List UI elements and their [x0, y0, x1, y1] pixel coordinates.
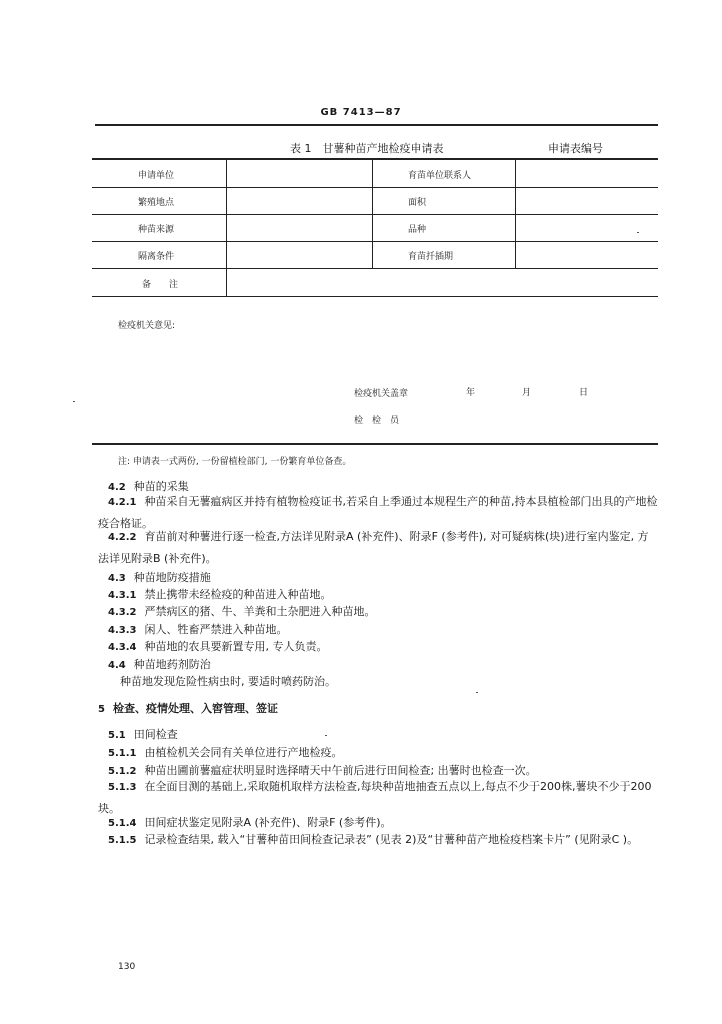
table-caption: 表 1 甘薯种苗产地检疫申请表: [290, 142, 444, 155]
table-cell-label: 繁殖地点: [138, 198, 175, 208]
table-row-rule: [92, 268, 658, 269]
section-text: 育苗前对种薯进行逐一检查,方法详见附录A (补充件)、附录F (参考件), 对可疑病株(块)进行室内鉴定, 方法详见附录B (补充件)。: [98, 530, 649, 565]
table-cell-label: 育苗单位联系人: [408, 171, 472, 181]
table-row-rule: [92, 214, 658, 215]
section-text: 种苗地防疫措施: [133, 571, 211, 584]
section-text: 禁止携带未经检疫的种苗进入种苗地。: [144, 588, 332, 601]
section-text: 田间检查: [133, 728, 178, 741]
section-text: 种苗地的农具要新置专用, 专人负责。: [144, 640, 328, 653]
paragraph: [98, 776, 658, 819]
table-col-divider: [226, 158, 227, 296]
chapter-heading: [98, 701, 278, 717]
section-text: 种苗地发现危险性病虫时, 要适时喷药防治。: [120, 675, 336, 688]
page-number: 130: [118, 962, 136, 972]
section-number: 4.3.2: [108, 607, 137, 618]
list-item: [108, 745, 342, 761]
section-text: 种苗采自无薯瘟病区并持有植物检疫证书,若采自上季通过本规程生产的种苗,持本县植检部门出具的产地检疫合格证。: [98, 495, 658, 530]
section-number: 4.2.1: [108, 497, 137, 508]
table-cell-label: 申请单位: [138, 171, 175, 181]
section-number: 5.1.5: [108, 835, 137, 846]
opinion-label: 检疫机关意见:: [118, 321, 176, 331]
scan-speck: [637, 232, 639, 233]
section-number: 4.2.2: [108, 532, 137, 543]
list-item: [108, 587, 331, 603]
paragraph: [98, 526, 658, 569]
section-heading: [108, 570, 211, 586]
list-item: [108, 622, 287, 638]
header-rule: [95, 124, 658, 126]
table-cell-label: 隔离条件: [138, 252, 175, 262]
section-number: 5.1.3: [108, 782, 137, 793]
table-row-rule: [92, 241, 658, 242]
table-cell-label: 品种: [408, 225, 427, 235]
section-number: 5.1.1: [108, 748, 137, 759]
section-number: 4.4: [108, 660, 126, 671]
section-text: 田间症状鉴定见附录A (补充件)、附录F (参考件)。: [144, 816, 392, 829]
paragraph: [98, 829, 658, 851]
table-cell-label: 面积: [408, 198, 427, 208]
section-number: 5.1.2: [108, 766, 137, 777]
year-label: 年: [466, 388, 476, 398]
list-item: [108, 604, 375, 620]
seal-label: 检疫机关盖章: [354, 389, 409, 399]
table-col-divider: [515, 158, 516, 268]
table-number-label: 申请表编号: [548, 142, 603, 155]
section-number: 4.3: [108, 573, 126, 584]
section-text: 种苗地药剂防治: [133, 658, 211, 671]
table-note: 注: 申请表一式两份, 一份留植检部门, 一份繁育单位备查。: [118, 457, 352, 467]
section-number: 4.3.4: [108, 642, 137, 653]
scan-speck: [325, 735, 327, 736]
table-row-rule: [92, 296, 658, 297]
section-text: 在全面目测的基础上,采取随机取样方法检查,每块种苗地抽查五点以上,每点不少于200株,薯块不少于200块。: [98, 780, 652, 815]
scan-speck: [73, 401, 75, 402]
inspector-label: 检 检 员: [354, 416, 400, 426]
table-bottom-rule: [92, 443, 658, 445]
document-header: GB 7413—87: [320, 107, 402, 118]
paragraph: [120, 674, 336, 689]
section-heading: [108, 727, 178, 743]
section-text: 记录检查结果, 载入“甘薯种苗田间检查记录表” (见表 2)及“甘薯种苗产地检疫档案卡片” (见附录C )。: [144, 833, 639, 846]
section-text: 由植检机关会同有关单位进行产地检疫。: [144, 746, 343, 759]
list-item: [108, 639, 327, 655]
section-text: 种苗出圃前薯瘟症状明显时选择晴天中午前后进行田间检查; 出薯时也检查一次。: [144, 764, 537, 777]
table-cell-label: 育苗扦插期: [408, 252, 454, 262]
table-cell-label: 种苗来源: [138, 225, 175, 235]
month-label: 月: [522, 388, 532, 398]
section-number: 5.1: [108, 730, 126, 741]
section-number: 5: [98, 704, 105, 715]
table-top-rule: [92, 158, 658, 160]
scan-speck: [476, 692, 478, 693]
remarks-label: 备 注: [142, 280, 179, 290]
section-number: 4.3.1: [108, 590, 137, 601]
table-col-divider: [372, 158, 373, 268]
section-text: 检查、疫情处理、入窖管理、签证: [112, 702, 278, 715]
section-number: 5.1.4: [108, 818, 137, 829]
section-text: 严禁病区的猪、牛、羊粪和土杂肥进入种苗地。: [144, 605, 376, 618]
section-text: 闲人、牲畜严禁进入种苗地。: [144, 623, 288, 636]
day-label: 日: [579, 388, 589, 398]
section-text: 种苗的采集: [133, 480, 189, 493]
section-number: 4.3.3: [108, 625, 137, 636]
section-number: 4.2: [108, 482, 126, 493]
section-heading: [108, 657, 211, 673]
table-row-rule: [92, 187, 658, 188]
